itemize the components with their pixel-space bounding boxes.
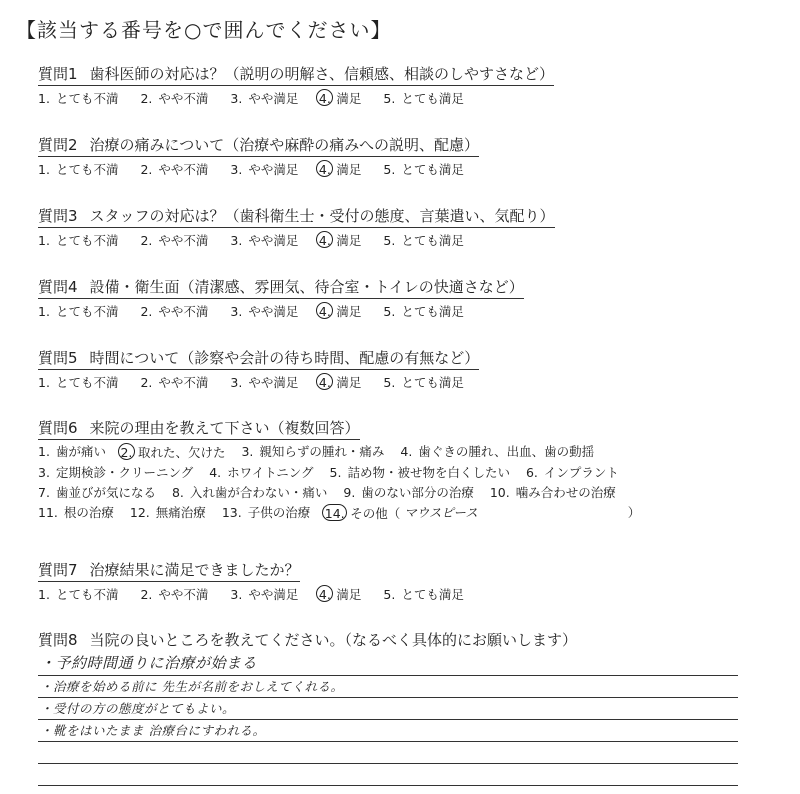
option-3[interactable]: 3. やや満足	[230, 161, 299, 177]
option-3[interactable]: 3. やや満足	[230, 586, 299, 602]
reason-white-fillings[interactable]: 5. 詰め物・被せ物を白くしたい	[329, 465, 510, 480]
question-2	[38, 135, 788, 178]
option-5[interactable]: 5. とても満足	[383, 161, 464, 177]
option-1[interactable]: 1. とても不満	[38, 232, 119, 248]
question-3-options	[38, 231, 788, 249]
handwritten-answer-3: ・受付の方の態度がとてもよい。	[40, 701, 236, 716]
answer-line-1[interactable]	[38, 654, 738, 676]
reason-wisdom-tooth[interactable]: 3. 親知らずの腫れ・痛み	[241, 444, 385, 459]
selection-circle: 4.	[316, 585, 333, 602]
reason-painless[interactable]: 12. 無痛治療	[129, 505, 206, 520]
question-2-heading	[38, 135, 479, 157]
handwritten-answer-4: ・靴をはいたまま 治療台にすわれる。	[40, 723, 266, 738]
question-1-text: 歯科医師の対応は？（説明の明解さ、信頼感、相談のしやすさなど）	[89, 65, 554, 83]
option-3[interactable]: 3. やや満足	[230, 232, 299, 248]
question-8-heading	[38, 630, 788, 650]
option-5[interactable]: 5. とても満足	[383, 232, 464, 248]
option-4-selected[interactable]: 4. 満足	[320, 231, 361, 249]
other-handwritten-answer[interactable]: マウスピース	[404, 505, 478, 520]
option-3[interactable]: 3. やや満足	[230, 303, 299, 319]
option-2[interactable]: 2. やや不満	[140, 90, 209, 106]
selection-circle: 14.	[322, 504, 347, 521]
answer-line-4[interactable]	[38, 720, 738, 742]
other-paren-close: ）	[627, 505, 641, 520]
question-4-heading	[38, 277, 524, 299]
option-4-selected[interactable]: 4. 満足	[320, 373, 361, 391]
answer-line-6[interactable]	[38, 764, 738, 786]
reasons-row-2	[38, 464, 788, 481]
question-6	[38, 418, 788, 522]
reason-children[interactable]: 13. 子供の治療	[221, 505, 311, 520]
selection-circle: 4.	[316, 89, 333, 106]
question-4-options	[38, 302, 788, 320]
question-4-number: 質問4	[38, 278, 78, 296]
answer-line-2[interactable]	[38, 676, 738, 698]
selection-circle: 4.	[316, 373, 333, 390]
option-5[interactable]: 5. とても満足	[383, 303, 464, 319]
reason-bite[interactable]: 10. 噛み合わせの治療	[489, 485, 616, 500]
option-4-selected[interactable]: 4. 満足	[320, 302, 361, 320]
question-5-options	[38, 373, 788, 391]
reasons-row-3	[38, 484, 788, 501]
option-3[interactable]: 3. やや満足	[230, 374, 299, 390]
selection-circle: 4.	[316, 160, 333, 177]
question-5-number: 質問5	[38, 349, 78, 367]
option-1[interactable]: 1. とても不満	[38, 374, 119, 390]
option-1[interactable]: 1. とても不満	[38, 161, 119, 177]
reason-gum-swelling[interactable]: 4. 歯ぐきの腫れ、出血、歯の動揺	[400, 444, 595, 459]
option-4-selected[interactable]: 4. 満足	[320, 89, 361, 107]
question-3-number: 質問3	[38, 207, 78, 225]
reasons-row-1	[38, 443, 788, 461]
question-2-number: 質問2	[38, 136, 78, 154]
reason-root-canal[interactable]: 11. 根の治療	[38, 505, 114, 520]
option-4-selected[interactable]: 4. 満足	[320, 160, 361, 178]
question-3	[38, 206, 788, 249]
question-5	[38, 348, 788, 391]
option-3[interactable]: 3. やや満足	[230, 90, 299, 106]
option-2[interactable]: 2. やや不満	[140, 303, 209, 319]
option-1[interactable]: 1. とても不満	[38, 303, 119, 319]
question-1-heading	[38, 64, 554, 86]
question-2-options	[38, 160, 788, 178]
answer-lines[interactable]	[38, 654, 738, 786]
handwritten-answer-2: ・治療を始める前に 先生が名前をおしえてくれる。	[40, 679, 344, 694]
option-2[interactable]: 2. やや不満	[140, 232, 209, 248]
question-4	[38, 277, 788, 320]
reason-whitening[interactable]: 4. ホワイトニング	[209, 465, 314, 480]
question-5-text: 時間について（診察や会計の待ち時間、配慮の有無など）	[89, 349, 480, 367]
option-1[interactable]: 1. とても不満	[38, 586, 119, 602]
question-7-number: 質問7	[38, 561, 78, 579]
handwritten-answer-1: ・予約時間通りに治療が始まる	[40, 654, 258, 672]
reason-toothache[interactable]: 1. 歯が痛い	[38, 444, 106, 459]
option-4-selected[interactable]: 4. 満足	[320, 585, 361, 603]
question-8-number: 質問8	[38, 631, 78, 649]
question-1-options	[38, 89, 788, 107]
option-5[interactable]: 5. とても満足	[383, 374, 464, 390]
question-7-text: 治療結果に満足できましたか？	[89, 561, 300, 579]
question-6-number: 質問6	[38, 419, 78, 437]
selection-circle: 4.	[316, 302, 333, 319]
reason-implant[interactable]: 6. インプラント	[525, 465, 619, 480]
form-title: 【該当する番号を○で囲んでください】	[16, 18, 392, 42]
question-4-text: 設備・衛生面（清潔感、雰囲気、待合室・トイレの快適さなど）	[89, 278, 524, 296]
question-7-options	[38, 585, 788, 603]
question-6-text: 来院の理由を教えて下さい（複数回答）	[89, 419, 360, 437]
reason-missing-teeth[interactable]: 9. 歯のない部分の治療	[343, 485, 474, 500]
question-2-text: 治療の痛みについて（治療や麻酔の痛みへの説明、配慮）	[89, 136, 479, 154]
question-1	[38, 64, 788, 107]
answer-line-3[interactable]	[38, 698, 738, 720]
option-1[interactable]: 1. とても不満	[38, 90, 119, 106]
reason-denture[interactable]: 8. 入れ歯が合わない・痛い	[171, 485, 328, 500]
question-3-heading	[38, 206, 555, 228]
question-3-text: スタッフの対応は？（歯科衛生士・受付の態度、言葉遣い、気配り）	[89, 207, 555, 225]
question-5-heading	[38, 348, 479, 370]
reason-broken-selected[interactable]: 2. 取れた、欠けた	[122, 443, 226, 461]
question-8	[38, 630, 788, 650]
answer-line-5[interactable]	[38, 742, 738, 764]
question-8-text: 当院の良いところを教えてください。（なるべく具体的にお願いします）	[89, 631, 578, 649]
option-2[interactable]: 2. やや不満	[140, 374, 209, 390]
reasons-row-4	[38, 504, 788, 522]
reason-checkup-cleaning[interactable]: 3. 定期検診・クリーニング	[38, 465, 194, 480]
selection-circle: 4.	[316, 231, 333, 248]
option-2[interactable]: 2. やや不満	[140, 586, 209, 602]
question-7	[38, 560, 788, 603]
reason-other-selected[interactable]: 14. その他（	[326, 504, 400, 522]
question-1-number: 質問1	[38, 65, 78, 83]
selection-circle: 2.	[118, 443, 135, 460]
question-6-heading	[38, 418, 360, 440]
reason-alignment[interactable]: 7. 歯並びが気になる	[38, 485, 156, 500]
question-7-heading	[38, 560, 300, 582]
option-5[interactable]: 5. とても満足	[383, 90, 464, 106]
option-5[interactable]: 5. とても満足	[383, 586, 464, 602]
option-2[interactable]: 2. やや不満	[140, 161, 209, 177]
